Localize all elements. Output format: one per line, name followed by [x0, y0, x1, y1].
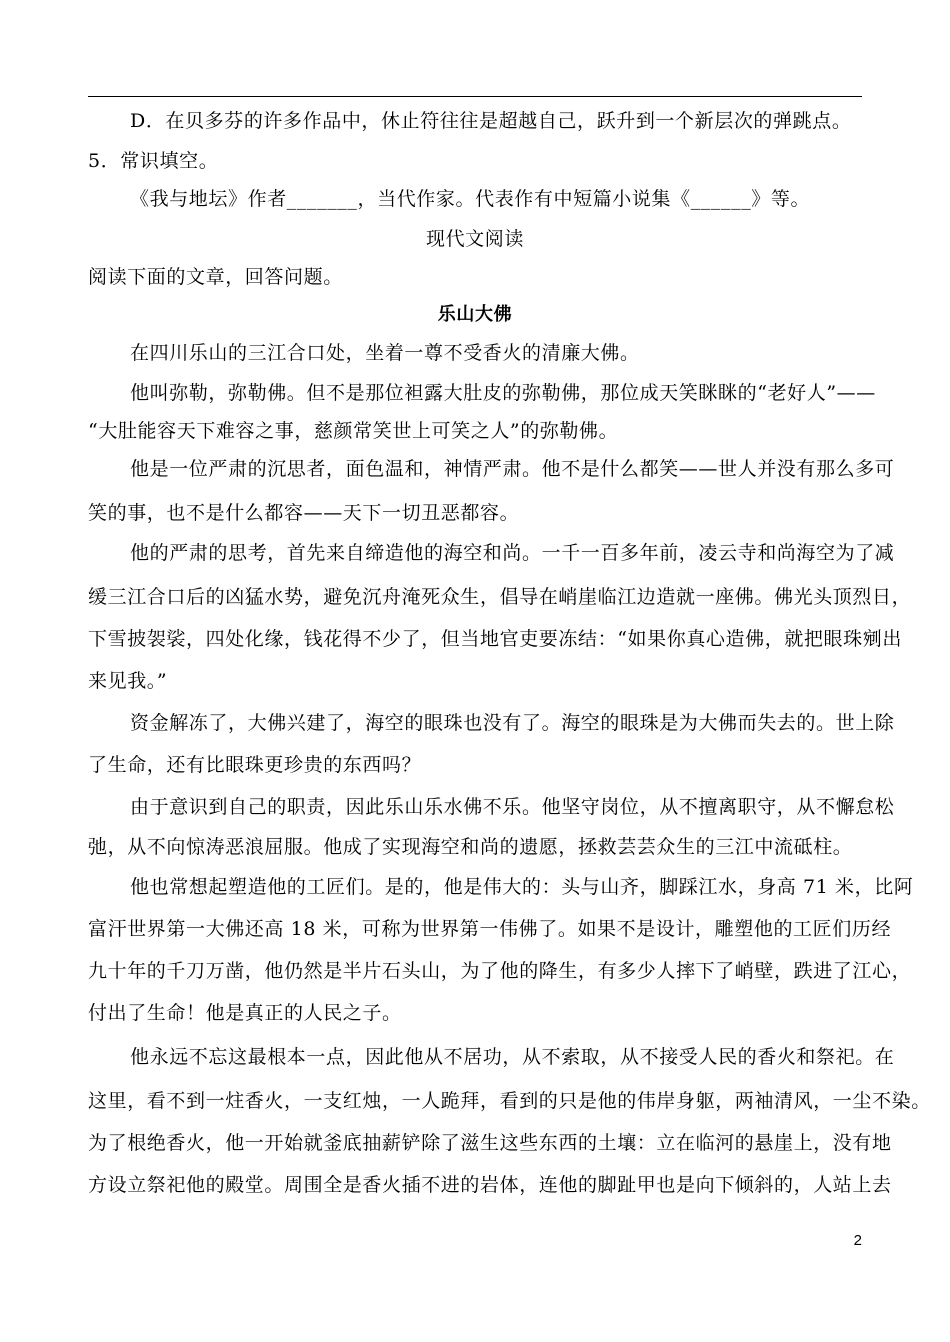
article-line: 由于意识到自己的职责，因此乐山乐水佛不乐。他坚守岗位，从不擅离职守，从不懈怠松 [130, 796, 895, 818]
article-line: 九十年的千刀万凿，他仍然是半片石头山，为了他的降生，有多少人摔下了峭壁，跌进了江心， [88, 960, 912, 982]
question-5-body: 《我与地坛》作者_______，当代作家。代表作有中短篇小说集《______》等。 [130, 188, 811, 210]
question-5-title: 5．常识填空。 [88, 150, 219, 172]
page-number: 2 [853, 1232, 862, 1249]
section-heading: 现代文阅读 [425, 228, 524, 250]
question-d: D．在贝多芬的许多作品中，休止符往往是超越自己，跃升到一个新层次的弹跳点。 [130, 110, 852, 132]
article-line: 了生命，还有比眼珠更珍贵的东西吗？ [88, 754, 422, 776]
article-line: 资金解冻了，大佛兴建了，海空的眼珠也没有了。海空的眼珠是为大佛而失去的。世上除 [130, 712, 895, 734]
article-line: 缓三江合口后的凶猛水势，避免沉舟淹死众生，倡导在峭崖临江边造就一座佛。佛光头顶烈日， [88, 586, 912, 608]
article-line: 弛，从不向惊涛恶浪屈服。他成了实现海空和尚的遗愿，拯救芸芸众生的三江中流砥柱。 [88, 836, 853, 858]
article-title: 乐山大佛 [437, 304, 513, 325]
article-line: 下雪披袈裟，四处化缘，钱花得不少了，但当地官吏要冻结：“如果你真心造佛，就把眼珠剜出 [88, 628, 902, 650]
article-line: 他永远不忘这最根本一点，因此他从不居功，从不索取，从不接受人民的香火和祭祀。在 [130, 1046, 895, 1068]
header-rule [88, 96, 862, 97]
article-line: 付出了生命！他是真正的人民之子。 [88, 1002, 402, 1024]
article-line: 为了根绝香火，他一开始就釜底抽薪铲除了滋生这些东西的土壤：立在临河的悬崖上，没有地 [88, 1132, 892, 1154]
article-line: 富汗世界第一大佛还高 18 米，可称为世界第一伟佛了。如果不是设计，雕塑他的工匠们历经 [88, 918, 892, 940]
article-line: 他叫弥勒，弥勒佛。但不是那位袒露大肚皮的弥勒佛，那位成天笑眯眯的“老好人”—— [130, 382, 876, 404]
article-line: 他是一位严肃的沉思者，面色温和，神情严肃。他不是什么都笑——世人并没有那么多可 [130, 458, 895, 480]
article-line: 这里，看不到一炷香火，一支红烛，一人跪拜，看到的只是他的伟岸身躯，两袖清风，一尘不染。 [88, 1090, 931, 1112]
article-line: 笑的事，也不是什么都容——天下一切丑恶都容。 [88, 502, 520, 524]
article-line: 他的严肃的思考，首先来自缔造他的海空和尚。一千一百多年前，凌云寺和尚海空为了减 [130, 542, 895, 564]
article-line: 方设立祭祀他的殿堂。周围全是香火插不进的岩体，连他的脚趾甲也是向下倾斜的，人站上去 [88, 1174, 892, 1196]
article-line: 他也常想起塑造他的工匠们。是的，他是伟大的：头与山齐，脚踩江水，身高 71 米，比阿 [130, 876, 914, 898]
article-line: “大肚能容天下难容之事，慈颜常笑世上可笑之人”的弥勒佛。 [88, 420, 619, 442]
reading-instruction: 阅读下面的文章，回答问题。 [88, 266, 343, 288]
article-line: 在四川乐山的三江合口处，坐着一尊不受香火的清廉大佛。 [130, 342, 640, 364]
article-line: 来见我。” [88, 670, 168, 692]
